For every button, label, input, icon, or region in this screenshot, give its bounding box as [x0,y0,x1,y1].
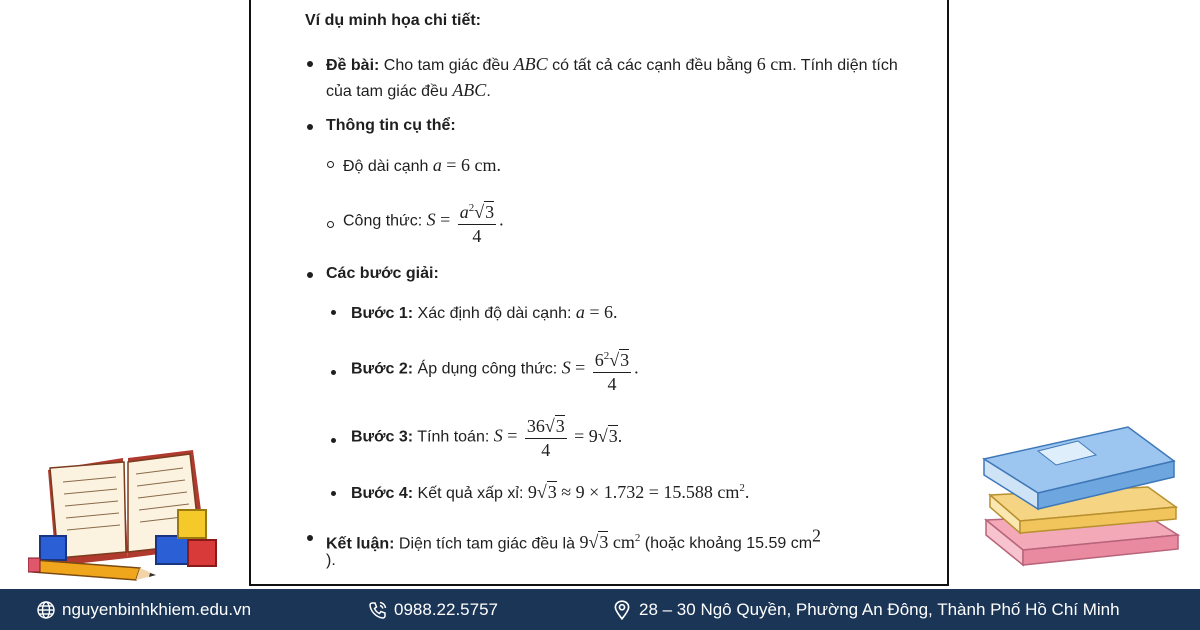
ket-luan-line-1 [326,526,821,553]
de-bai-line2-end: . [486,83,491,100]
area-formula-fraction [458,196,496,247]
content-card [249,0,949,586]
bullet-de-bai [307,61,313,67]
website-text: nguyenbinhkhiem.edu.vn [62,599,252,619]
sub-bullet-side [327,161,334,168]
step-4-text: Kết quả xấp xỉ: [417,485,524,502]
cac-buoc-label: Các bước giải: [326,265,439,282]
step-4-label: Bước 4: [351,485,414,502]
step-2-text: Áp dụng công thức: [417,360,558,378]
location-pin-icon [611,599,633,621]
bullet-step-2 [331,370,336,375]
step-3-line [351,414,622,461]
step-2-base: 6 [594,350,604,370]
de-bai-text-2: có tất cả các cạnh đều bằng [552,57,753,74]
footer-website[interactable] [36,589,251,630]
ket-luan-paren: (hoặc khoảng 15.59 $cm^2$ [644,526,822,553]
sqrt-icon: √3 [474,202,495,222]
books-stack-illustration [978,425,1183,570]
ket-luan-label: Kết luận: [326,535,395,553]
side-length-text: Độ dài cạnh [343,158,429,175]
var-a-num: a [459,202,469,222]
sqrt-icon: √3 [588,532,609,553]
var-s: S [426,209,436,230]
step-3-text: Tính toán: [417,428,490,446]
sqrt-icon: √3 [536,482,557,502]
de-bai-line-2 [326,80,491,101]
thong-tin-label: Thông tin cụ thể: [326,117,456,134]
step-3-fraction [525,414,567,461]
ket-luan-math: 9√3 $cm^2$ [579,532,641,553]
var-a: a [432,155,442,175]
de-bai-label: Đề bài: [326,57,380,74]
step-3-coef: 36 [526,416,545,436]
footer-phone[interactable] [368,589,498,630]
step-3-equals: = [507,425,518,446]
de-bai-value: 6 cm [756,54,793,74]
step-2-line [351,344,639,395]
step-2-fraction [593,344,631,395]
step-2-label: Bước 2: [351,360,414,378]
sub-bullet-formula [327,221,334,228]
bullet-step-1 [331,310,336,315]
formula-line [343,196,504,247]
phone-text: 0988.22.5757 [394,599,498,619]
step-3-result: = 9√3. [574,425,623,446]
de-bai-text-1: Cho tam giác đều [383,57,510,74]
address-text: 28 – 30 Ngô Quyền, Phường An Đông, Thành Phố Hồ Chí Minh [639,599,1120,619]
ket-luan-line-2: ). [326,552,336,569]
formula-period: . [499,209,504,230]
bullet-cac-buoc [307,272,313,278]
step-1-var-a: a [575,302,585,322]
step-1-label: Bước 1: [351,305,414,322]
de-bai-line-1 [326,54,898,75]
phone-icon [368,600,388,620]
step-2-var-s: S [561,357,571,378]
step-1-math: = 6. [589,302,618,322]
de-bai-text-3: . Tính diện tích [792,57,898,74]
equals-sign: = [440,209,451,230]
formula-power: 2 [468,202,475,214]
example-heading: Ví dụ minh họa chi tiết: [305,12,481,29]
step-3-denominator: 4 [541,440,551,460]
step-1-text: Xác định độ dài cạnh: [417,305,572,322]
step-1-line [351,302,618,323]
step-3-label: Bước 3: [351,428,414,446]
bullet-ket-luan [307,535,313,541]
globe-icon [36,600,56,620]
de-bai-line2-abc: ABC [452,80,487,100]
sqrt-icon: √3 [544,416,565,436]
footer-bar [0,589,1200,630]
book-pencil-illustration [28,448,228,583]
formula-text: Công thức: [343,212,423,230]
de-bai-abc: ABC [513,54,548,74]
step-4-math: 9√3 ≈ 9 × 1.732 = 15.588 $cm^2$. [527,482,750,502]
side-length-line [343,155,501,176]
step-2-denominator: 4 [607,374,617,394]
step-3-var-s: S [493,425,503,446]
step-2-power: 2 [603,350,610,362]
sqrt-icon: √3 [609,350,630,370]
footer-address[interactable] [611,589,1120,630]
bullet-step-3 [331,438,336,443]
ket-luan-text: Diện tích tam giác đều là [398,535,575,553]
bullet-step-4 [331,491,336,496]
step-2-equals: = [575,357,586,378]
step-2-period: . [634,357,639,378]
step-4-line [351,482,749,503]
sqrt-icon: √3 [597,425,618,446]
de-bai-line2-text: của tam giác đều [326,83,448,100]
formula-denominator: 4 [472,226,482,246]
side-length-math: = 6 cm. [446,155,501,175]
bullet-thong-tin [307,124,313,130]
